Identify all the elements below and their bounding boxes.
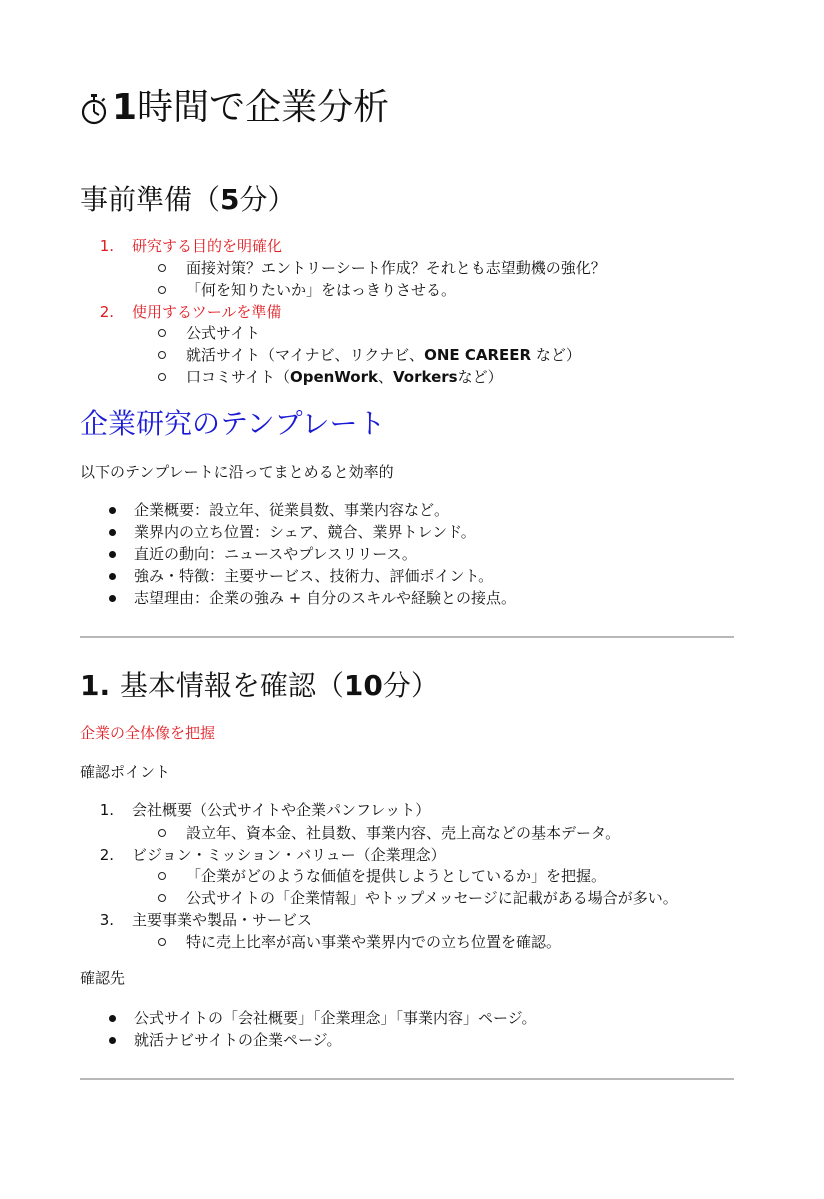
text-segment: 就活サイト（マイナビ、リクナビ、 [186,346,425,364]
template-intro: 以下のテンプレートに沿ってまとめると効率的 [80,463,394,481]
sources-label: 確認先 [80,969,126,987]
list-item [0,280,824,300]
section1-subtitle: 企業の全体像を把握 [80,724,216,742]
list-item-text [186,367,503,387]
list-item [0,823,824,843]
list-item [0,258,824,278]
hollow-bullet-icon [158,373,166,381]
list-item-text: 志望理由：企業の強み + 自分のスキルや経験との接点。 [134,589,516,607]
section1-heading-number: 1. [80,669,120,702]
prep-heading-unit: 分） [239,183,296,216]
hollow-bullet-icon [158,286,166,294]
page-title [80,86,389,130]
list-item-text: 企業概要：設立年、従業員数、事業内容など。 [134,501,450,519]
list-item-text [186,345,581,365]
list-number: 1. [99,801,114,819]
divider [80,1078,734,1080]
text-segment-bold: ONE CAREER [424,346,532,364]
text-segment: など） [457,368,503,386]
list-item [0,522,824,542]
list-item-text: 公式サイトの「企業情報」やトップメッセージに記載がある場合が多い。 [186,889,678,907]
list-item-text: 設立年、資本金、社員数、事業内容、売上高などの基本データ。 [186,824,621,842]
check-points-label: 確認ポイント [80,763,171,781]
list-item-text: 業界内の立ち位置：シェア、競合、業界トレンド。 [134,523,476,541]
text-segment: など） [531,346,581,364]
hollow-bullet-icon [158,872,166,880]
list-item-text: 「企業がどのような価値を提供しようとしているか」を把握。 [186,867,607,885]
title-number: 1 [112,87,138,128]
bullet-icon [109,507,116,514]
prep-heading [80,182,296,218]
list-item-text: 特に売上比率が高い事業や業界内での立ち位置を確認。 [186,933,562,951]
text-segment: 、 [377,368,393,386]
bullet-icon [109,1037,116,1044]
bullet-icon [109,551,116,558]
section1-heading-unit: 分） [382,669,439,702]
bullet-icon [109,1015,116,1022]
list-number: 2. [99,846,114,864]
section1-heading [80,668,439,704]
list-item [0,866,824,886]
section1-heading-minutes: 10 [343,669,383,702]
divider [80,636,734,638]
list-item-text: 使用するツールを準備 [132,303,282,321]
stopwatch-icon [80,92,108,124]
list-number: 2. [99,303,114,321]
list-item [0,588,824,608]
list-item [0,566,824,586]
list-item-text: 主要事業や製品・サービス [132,911,313,929]
bullet-icon [109,595,116,602]
list-item-text: 「何を知りたいか」をはっきりさせる。 [186,281,457,299]
list-item-text: 研究する目的を明確化 [132,237,283,255]
list-item-text: 公式サイト [186,324,260,342]
list-item [0,888,824,908]
text-segment-bold: OpenWork [289,368,378,386]
hollow-bullet-icon [158,938,166,946]
list-item-text: ビジョン・ミッション・バリュー（企業理念） [132,846,446,864]
list-item [0,345,824,365]
list-item [0,323,824,343]
prep-heading-text: 事前準備（ [80,183,221,216]
section1-heading-text: 基本情報を確認（ [119,669,344,702]
list-item [0,544,824,564]
list-item [0,1008,824,1028]
list-item-text: 就活ナビサイトの企業ページ。 [134,1031,342,1049]
hollow-bullet-icon [158,264,166,272]
bullet-icon [109,529,116,536]
list-item-text: 公式サイトの「会社概要」「企業理念」「事業内容」ページ。 [134,1009,537,1027]
hollow-bullet-icon [158,829,166,837]
title-text: 時間で企業分析 [137,87,390,128]
list-item-text: 強み・特徴：主要サービス、技術力、評価ポイント。 [134,567,494,585]
list-item [0,367,824,387]
hollow-bullet-icon [158,329,166,337]
list-number: 1. [99,237,114,255]
list-item-text: 面接対策？エントリーシート作成？それとも志望動機の強化？ [186,259,606,277]
list-item [0,500,824,520]
hollow-bullet-icon [158,894,166,902]
bullet-icon [109,573,116,580]
template-heading: 企業研究のテンプレート [80,407,386,440]
list-number: 3. [99,911,114,929]
hollow-bullet-icon [158,351,166,359]
prep-heading-minutes: 5 [220,183,240,216]
list-item [0,932,824,952]
list-item [0,1030,824,1050]
list-item-text: 会社概要（公式サイトや企業パンフレット） [132,801,431,819]
text-segment: 口コミサイト（ [186,368,290,386]
list-item-text: 直近の動向：ニュースやプレスリリース。 [134,545,417,563]
text-segment-bold: Vorkers [393,368,458,386]
